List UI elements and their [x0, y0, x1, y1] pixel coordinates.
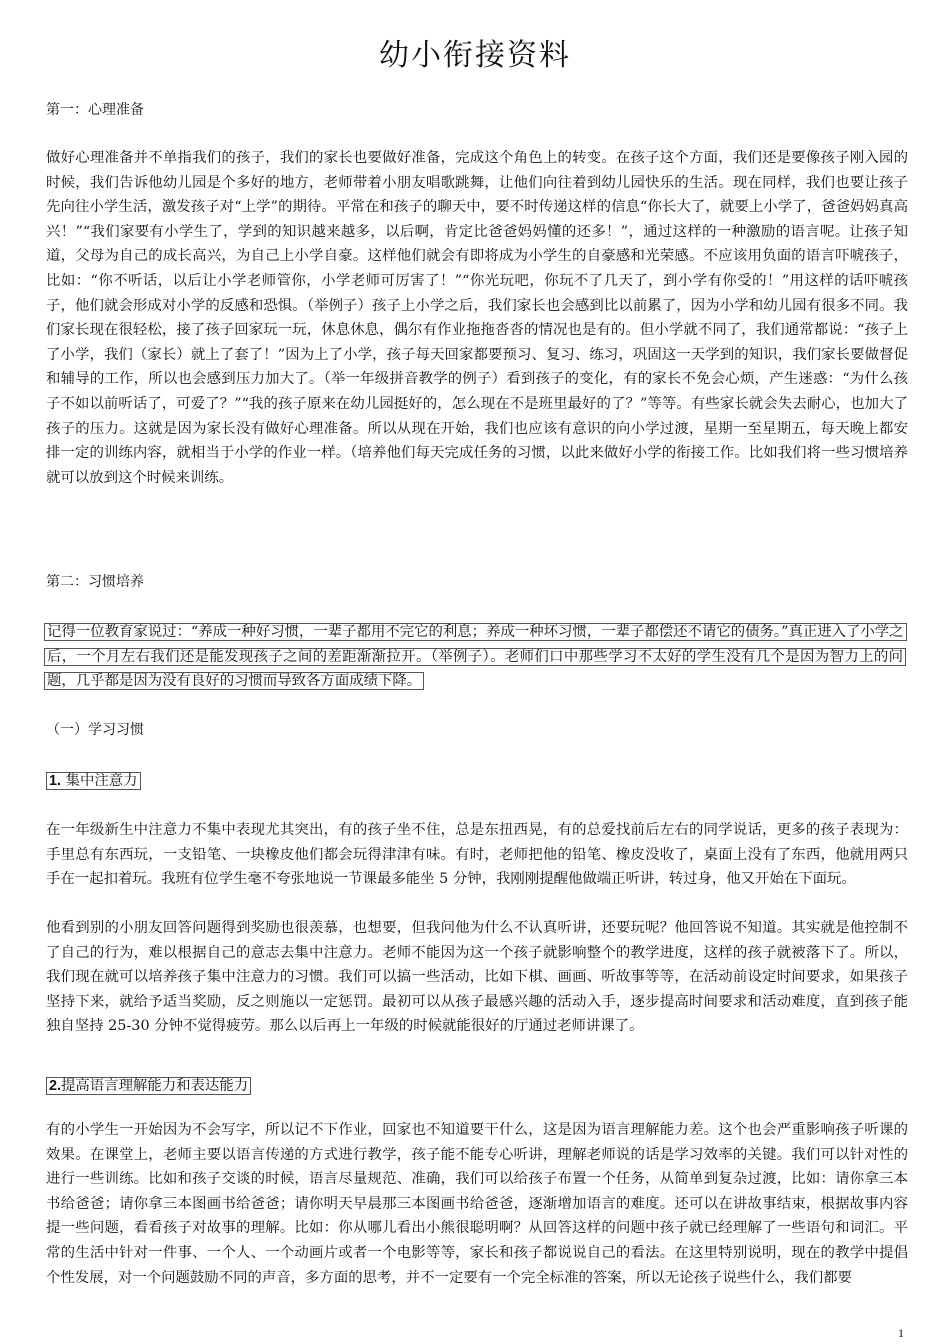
item1-title: 集中注意力: [65, 773, 138, 789]
item2-title: 提高语言理解能力和表达能力: [61, 1078, 249, 1094]
section1-body: 做好心理准备并不单指我们的孩子，我们的家长也要做好准备，完成这个角色上的转变。在孩子这个方面，我们还是要像孩子刚入园的时候，我们告诉他幼儿园是个多好的地方，老师带着小朋友唱歌跳舞，让他们向往着到幼儿园快乐的生活。现在同样，我们也要让孩子先向往小学生活，激发孩子对“上学”的期待。平常在和孩子的聊天中，要不时传递这样的信息“你长大了，就要上小学了，爸爸妈妈真高兴！”“我们家要有小学生了，学到的知识越来越多，以后啊，肯定比爸爸妈妈懂的还多！”，通过这样的一种激励的语言呢。让孩子知道，父母为自己的成长高兴，为自己上小学自豪。这样他们就会有即将成为小学生的自豪感和光荣感。不应该用负面的语言吓唬孩子，比如：“你不听话，以后让小学老师管你，小学老师可厉害了！”“你光玩吧，你玩不了几天了，到小学有你受的！”用这样的话吓唬孩子，他们就会形成对小学的反感和恐惧。（举例子）孩子上小学之后，我们家长也会感到比以前累了，因为小学和幼儿园有很多不同。我们家长现在很轻松，接了孩子回家玩一玩，休息休息，偶尔有作业拖拖沓沓的情况也是有的。但小学就不同了，我们通常都说：“孩子上了小学，我们（家长）就上了套了！”因为上了小学，孩子每天回家都要预习、复习、练习，巩固这一天学到的知识，我们家长要做督促和辅导的工作，所以也会感到压力加大了。（举一年级拼音教学的例子）看到孩子的变化，有的家长不免会心烦，产生迷惑：“为什么孩子不如以前听话了，可爱了？”“我的孩子原来在幼儿园挺好的，怎么现在不是班里最好的了？”等等。有些家长就会失去耐心，也加大了孩子的压力。这就是因为家长没有做好心理准备。所以从现在开始，我们也应该有意识的向小学过渡，星期一至星期五，每天晚上都安排一定的训练内容，就相当于小学的作业一样。（培养他们每天完成任务的习惯，以此来做好小学的衔接工作。比如我们将一些习惯培养就可以放到这个时候来训练。: [46, 150, 908, 486]
item2-heading: [46, 1075, 251, 1097]
subsection-learning-habits-heading: （一）学习习惯: [46, 722, 144, 738]
page-number: 1: [898, 1326, 904, 1340]
item1-body-b: 他看到别的小朋友回答问题得到奖励也很羡慕，也想要，但我问他为什么不认真听讲，还要玩呢？他回答说不知道。其实就是他控制不了自己的行为，难以根据自己的意志去集中注意力。老师不能因为这一个孩子就影响整个的教学进度，这样的孩子就被落下了。所以，我们现在就可以培养孩子集中注意力的习惯。我们可以搞一些活动，比如下棋、画画、听故事等等，在活动前设定时间要求，如果孩子坚持下来，就给予适当奖励，反之则施以一定惩罚。最初可以从孩子最感兴趣的活动入手，逐步提高时间要求和活动难度，直到孩子能独自坚持 25-30 分钟不觉得疲劳。那么以后再上一年级的时候就能很好的厅通过老师讲课了。: [46, 920, 908, 1035]
page-title: 幼小衔接资料: [379, 38, 571, 73]
item1-heading: [46, 770, 141, 792]
item1-number: 1.: [49, 773, 62, 789]
section2-heading: 第二：习惯培养: [46, 574, 144, 590]
section1-heading: 第一：心理准备: [46, 102, 144, 118]
quote-text: 记得一位教育家说过：“养成一种好习惯，一辈子都用不完它的利息；养成一种坏习惯，一辈子都偿还不请它的债务。”真正进入了小学之后，一个月左右我们还是能发现孩子之间的差距渐渐拉开。（举例子）。老师们口中那些学习不太好的学生没有几个是因为智力上的问题，几乎都是因为没有良好的习惯而导致各方面成绩下降。: [44, 623, 907, 690]
item2-number: 2.: [49, 1078, 62, 1094]
section2-quote: [44, 620, 906, 694]
item2-body: 有的小学生一开始因为不会写字，所以记不下作业，回家也不知道要干什么，这是因为语言理解能力差。这个也会严重影响孩子听课的效果。在课堂上，老师主要以语言传递的方式进行教学，孩子能不能专心听讲，理解老师说的话是学习效率的关键。我们可以针对性的进行一些训练。比如和孩子交谈的时候，语言尽量规范、准确，我们可以给孩子布置一个任务，从简单到复杂过渡，比如：请你拿三本书给爸爸；请你拿三本图画书给爸爸；请你明天早晨那三本图画书给爸爸，逐渐增加语言的难度。还可以在讲故事结束，根据故事内容提一些问题，看看孩子对故事的理解。比如：你从哪儿看出小熊很聪明啊？从回答这样的问题中孩子就已经理解了一些语句和词汇。平常的生活中针对一件事、一个人、一个动画片或者一个电影等等，家长和孩子都说说自己的看法。在这里特别说明，现在的教学中提倡个性发展，对一个问题鼓励不同的声音，多方面的思考，并不一定要有一个完全标准的答案，所以无论孩子说些什么，我们都要: [46, 1122, 908, 1286]
item1-body-a: 在一年级新生中注意力不集中表现尤其突出，有的孩子坐不住，总是东扭西晃，有的总爱找前后左右的同学说话，更多的孩子表现为：手里总有东西玩，一支铅笔、一块橡皮他们都会玩得津津有味。有时，老师把他的铅笔、橡皮没收了，桌面上没有了东西，他就用两只手在一起扣着玩。我班有位学生毫不夸张地说一节课最多能坐 5 分钟，我刚刚提醒他做端正听讲，转过身，他又开始在下面玩。: [46, 822, 908, 888]
